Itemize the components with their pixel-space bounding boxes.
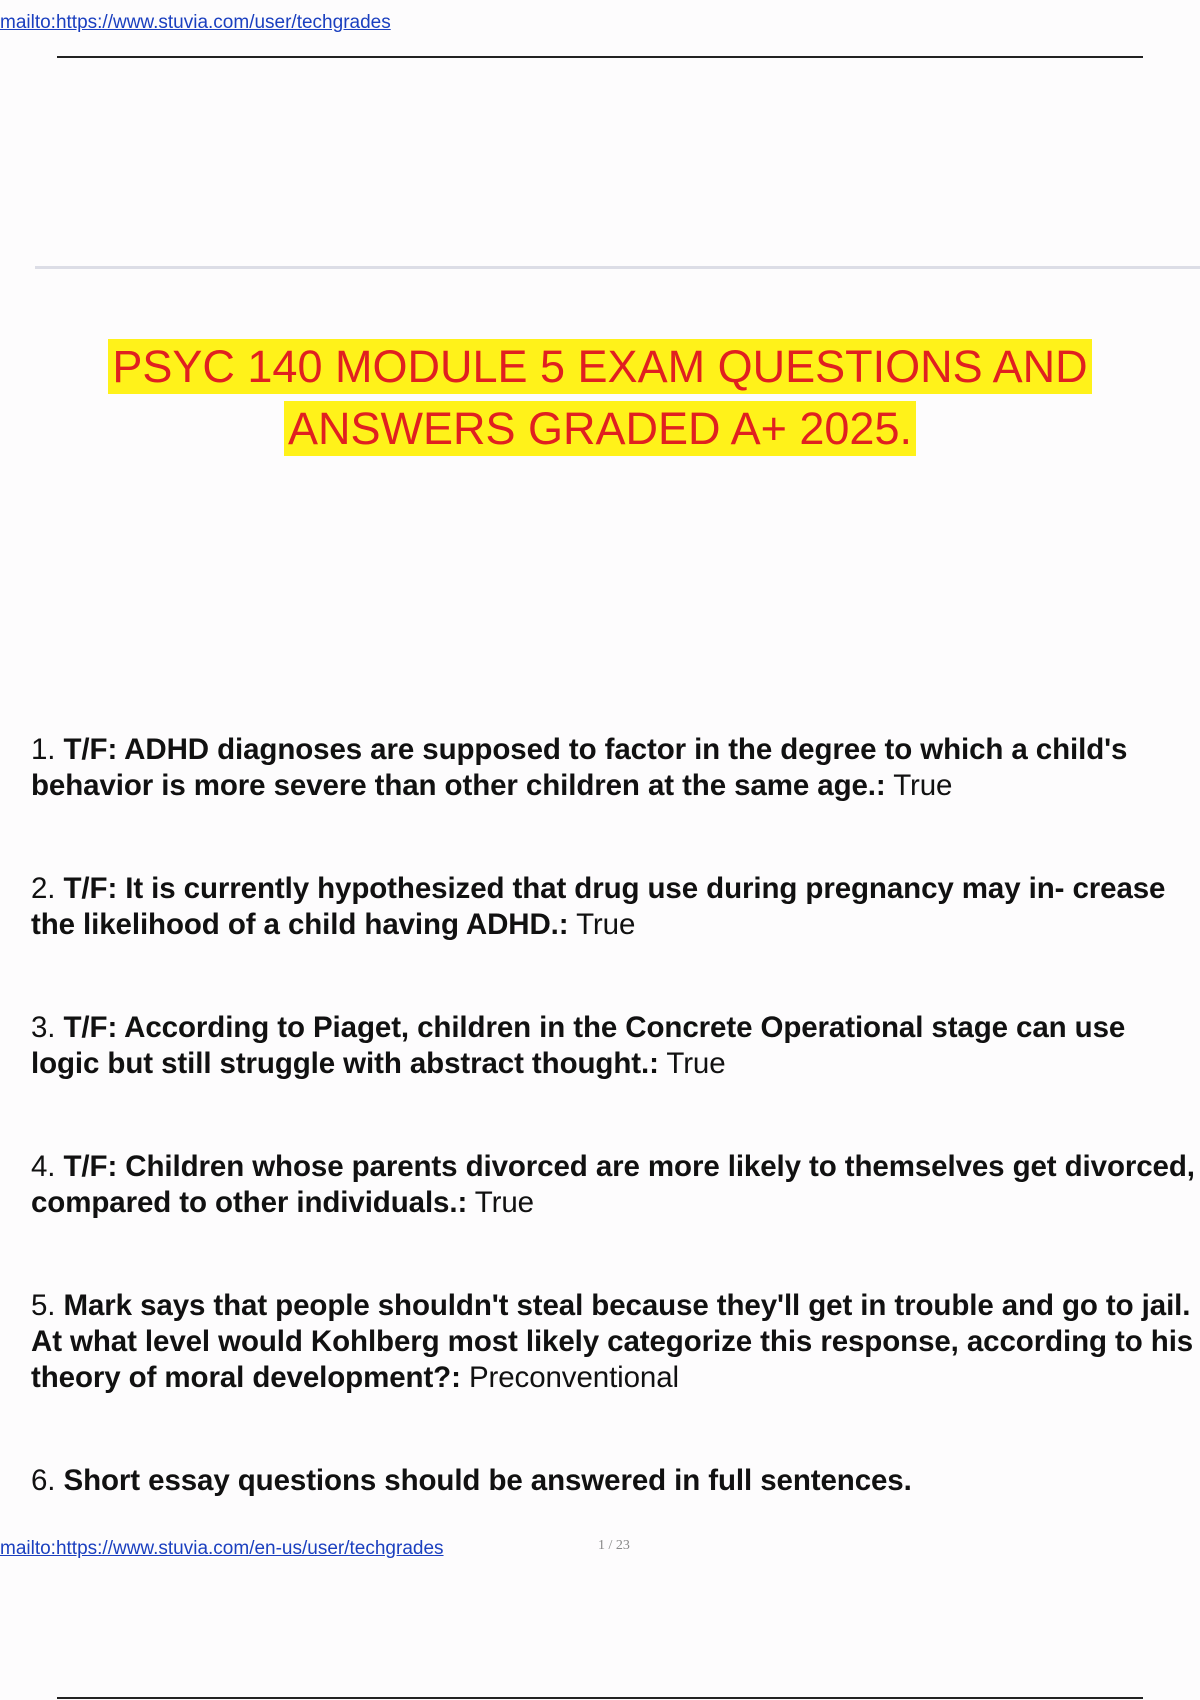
page-number: 1 / 23 [598,1538,630,1553]
question-number: 5. [31,1289,56,1322]
answer-text: True [474,1186,534,1219]
title-line-1: PSYC 140 MODULE 5 EXAM QUESTIONS AND [108,339,1091,394]
document-title [60,336,1140,460]
question-item [31,1288,1200,1396]
answer-text: True [666,1047,726,1080]
answer-text: Preconventional [468,1361,679,1394]
question-item [31,871,1200,943]
question-list [31,732,1200,1566]
question-item [31,1463,1200,1499]
question-number: 4. [31,1150,56,1183]
title-line-2: ANSWERS GRADED A+ 2025. [284,401,916,456]
question-number: 6. [31,1464,56,1497]
question-text: T/F: ADHD diagnoses are supposed to factor in the degree to which a child's behavior is more severe than other children at the same age.: [31,733,1128,802]
question-text: Short essay questions should be answered in full sentences. [63,1464,912,1497]
question-number: 2. [31,872,56,905]
question-item [31,732,1200,804]
answer-text: True [576,908,636,941]
answer-text: True [893,769,953,802]
section-divider [35,266,1200,269]
question-text: T/F: It is currently hypothesized that drug use during pregnancy may in- crease the likelihood of a child having ADHD.: [31,872,1166,941]
question-number: 3. [31,1011,56,1044]
header-mailto-link[interactable]: mailto:https://www.stuvia.com/user/techgrades [0,12,391,33]
question-text: T/F: According to Piaget, children in the Concrete Operational stage can use logic but still struggle with abstract thought.: [31,1011,1126,1080]
question-text: Mark says that people shouldn't steal because they'll get in trouble and go to jail. At what level would Kohlberg most likely categorize this response, according to his theory of moral development?: [31,1289,1194,1394]
question-text: T/F: Children whose parents divorced are more likely to themselves get divorced, compared to other individuals.: [31,1150,1195,1219]
footer-mailto-link[interactable]: mailto:https://www.stuvia.com/en-us/user/techgrades [0,1538,444,1559]
question-item [31,1010,1200,1082]
footer-divider [57,1697,1143,1699]
header-divider [57,56,1143,58]
question-number: 1. [31,733,56,766]
question-item [31,1149,1200,1221]
